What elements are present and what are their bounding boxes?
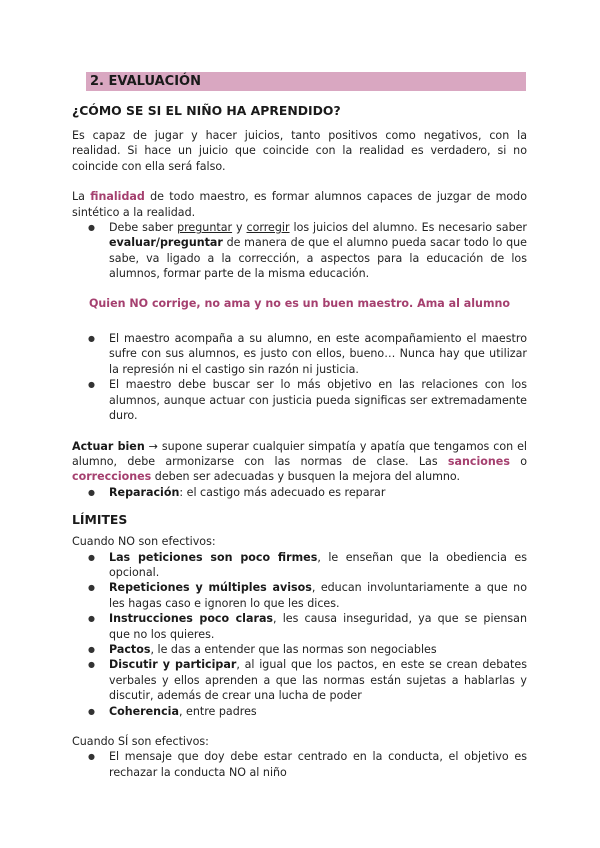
highlight-quote: Quien NO corrige, no ama y no es un buen maestro. Ama al alumno [88,296,511,310]
bullet-list-2 [72,331,527,423]
list-item: ● Reparación: el castigo más adecuado es reparar [72,485,527,500]
sanciones-term: sanciones [447,454,510,468]
list-item: ● Las peticiones son poco firmes, le enseñan que la obediencia es opcional. [72,550,527,581]
list-item: ● Discutir y participar, al igual que los pactos, en este se crean debates verbales y ellos aprenden a que las normas están sujetas a hablarlas y discutir, además de crear una lucha de poder [72,657,527,703]
list-item: ● Coherencia, entre padres [72,704,527,719]
limits-heading: LÍMITES [72,512,128,528]
question-heading: ¿CÓMO SE SI EL NIÑO HA APRENDIDO? [72,103,341,118]
finalidad-term: finalidad [90,190,145,204]
paragraph-1: Es capaz de jugar y hacer juicios, tanto positivos como negativos, con la realidad. Si hace un juicio que coincide con la realidad es verdadero, si no coincide con ella será falso. [72,129,527,173]
paragraph-3: Actuar bien → supone superar cualquier simpatía y apatía que tengamos con el alumno, debe armonizarse con las normas de clase. Las sanciones o correcciones deben ser adecuadas y busquen la mejora del alumno. [72,439,527,484]
list-item: ● El mensaje que doy debe estar centrado en la conducta, el objetivo es rechazar la conducta NO al niño [72,749,527,780]
list-item: ● Pactos, le das a entender que las normas son negociables [72,642,527,657]
list-item: ● Debe saber preguntar y corregir los juicios del alumno. Es necesario saber evaluar/preguntar de manera de que el alumno pueda sacar todo lo que sabe, va ligado a la corrección, a aspectos para la educación de los alumnos, formar parte de la misma educación. [72,220,527,282]
list-item: ● Instrucciones poco claras, les causa inseguridad, ya que se piensan que no los quieres. [72,611,527,642]
list-item: ● El maestro debe buscar ser lo más objetivo en las relaciones con los alumnos, aunque actuar con justicia pueda significas ser extremadamente duro. [72,377,527,423]
correcciones-term: correcciones [72,470,152,484]
document-content [72,102,527,780]
not-effective-label: Cuando NO son efectivos: [72,535,216,549]
section-heading: 2. EVALUACIÓN [90,74,201,89]
not-effective-list [72,550,527,719]
list-item: ● El maestro acompaña a su alumno, en este acompañamiento el maestro sufre con sus alumnos, es justo con ellos, bueno… Nunca hay que utilizar la represión ni el castigo sin razón ni justicia. [72,331,527,377]
bullet-list-1 [72,220,527,282]
bullet-list-3 [72,485,527,500]
effective-list [72,749,527,780]
section-heading-bar [86,72,526,91]
effective-label: Cuando SÍ son efectivos: [72,735,209,748]
list-item: ● Repeticiones y múltiples avisos, educan involuntariamente a que no les hagas caso e ignoren lo que les dices. [72,580,527,611]
paragraph-2: La finalidad de todo maestro, es formar alumnos capaces de juzgar de modo sintético a la realidad. [72,190,527,219]
